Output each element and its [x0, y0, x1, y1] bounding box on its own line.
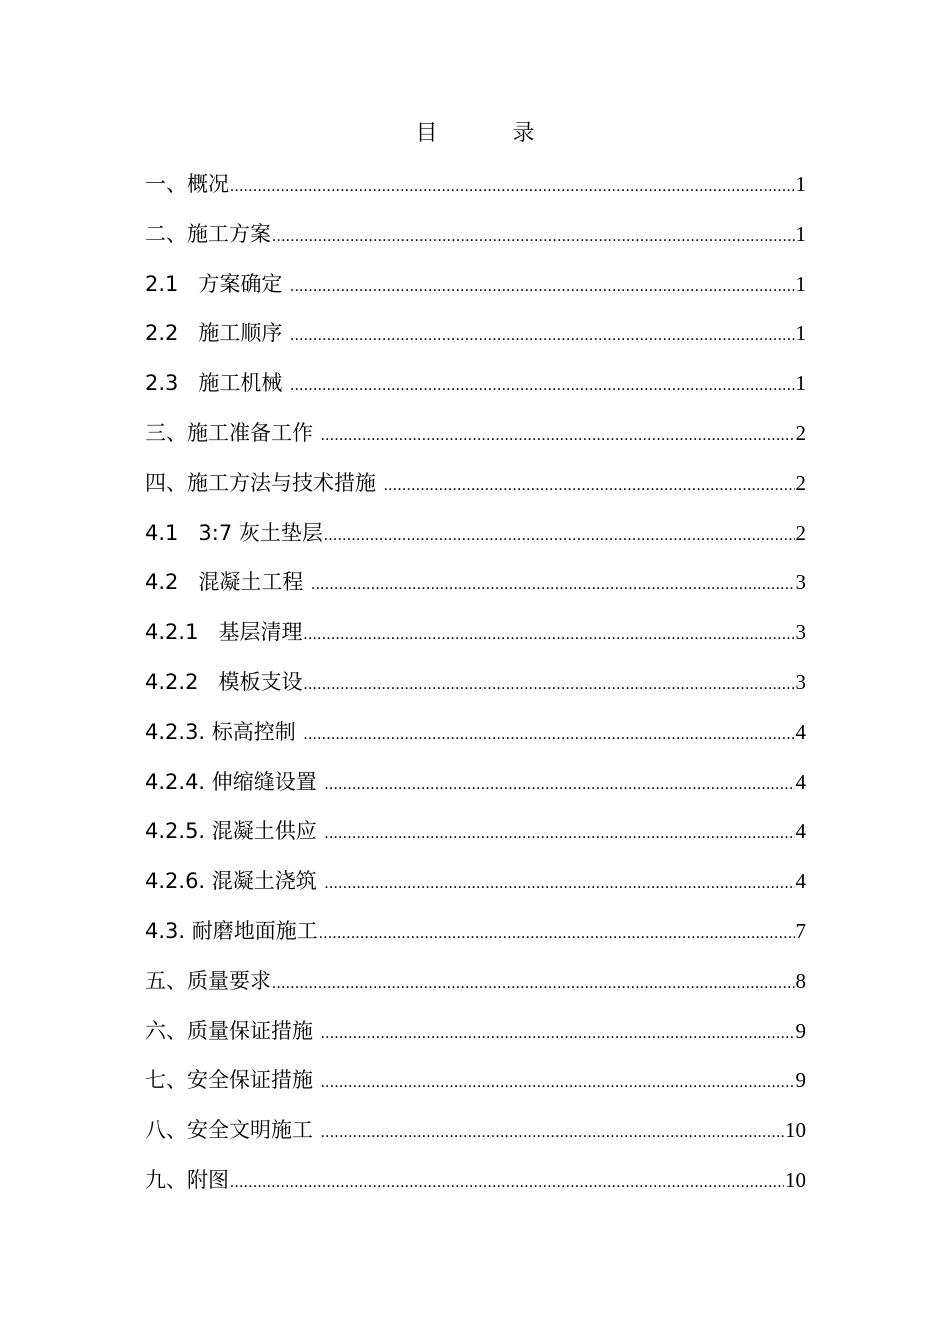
toc-dot-leader — [319, 918, 795, 950]
toc-entry-page-number: 4 — [795, 869, 806, 894]
toc-entry-page-number: 1 — [795, 271, 806, 296]
toc-title: 目 录 — [415, 121, 569, 146]
toc-entry[interactable] — [145, 268, 806, 318]
toc-dot-leader — [272, 968, 795, 1000]
toc-dot-leader — [321, 1117, 784, 1149]
toc-entry-label: 2.1 方案确定 — [145, 271, 290, 296]
toc-entry[interactable] — [145, 1164, 806, 1214]
toc-entry-label: 八、安全文明施工 — [145, 1118, 320, 1143]
toc-dot-leader — [272, 221, 795, 253]
toc-entry-label: 2.3 施工机械 — [145, 371, 290, 396]
toc-entry-label: 九、附图 — [145, 1167, 229, 1192]
toc-entry[interactable] — [145, 815, 806, 865]
toc-entry-page-number: 1 — [795, 321, 806, 346]
toc-entry-label: 一、概况 — [145, 172, 229, 196]
toc-dot-leader — [321, 420, 795, 452]
toc-entry-page-number: 9 — [795, 1068, 806, 1093]
toc-entry[interactable] — [145, 168, 806, 218]
toc-entry-page-number: 4 — [795, 819, 806, 844]
toc-entry-page-number: 8 — [795, 968, 806, 993]
toc-dot-leader — [321, 1067, 795, 1099]
toc-entry[interactable] — [145, 467, 806, 517]
toc-entry-page-number: 3 — [795, 620, 806, 645]
toc-entry[interactable] — [145, 317, 806, 367]
toc-dot-leader — [321, 1018, 795, 1050]
toc-entry-page-number: 2 — [795, 520, 806, 545]
toc-entry-page-number: 2 — [795, 420, 806, 445]
toc-entry[interactable] — [145, 666, 806, 716]
toc-entry[interactable] — [145, 566, 806, 616]
toc-entry-page-number: 1 — [795, 221, 806, 246]
toc-entry-page-number: 10 — [785, 1167, 806, 1192]
toc-entry-label: 4.2 混凝土工程 — [145, 570, 311, 595]
toc-entry-page-number: 2 — [795, 470, 806, 495]
toc-entry[interactable] — [145, 766, 806, 816]
toc-entry-page-number: 9 — [795, 1018, 806, 1043]
toc-entry-label: 4.2.4. 伸缩缝设置 — [145, 769, 324, 794]
toc-entry[interactable] — [145, 1114, 806, 1164]
toc-dot-leader — [324, 520, 795, 552]
toc-entry-label: 三、施工准备工作 — [145, 420, 320, 445]
toc-dot-leader — [324, 769, 794, 801]
toc-entry-label: 4.3. 耐磨地面施工 — [145, 918, 318, 943]
toc-entry[interactable] — [145, 218, 806, 268]
toc-dot-leader — [324, 818, 794, 850]
toc-dot-leader — [311, 569, 794, 601]
toc-entry-page-number: 7 — [795, 918, 806, 943]
toc-entry-label: 五、质量要求 — [145, 968, 271, 993]
toc-entry[interactable] — [145, 1064, 806, 1114]
toc-entry[interactable] — [145, 616, 806, 666]
toc-entry-page-number: 3 — [795, 669, 806, 694]
toc-dot-leader — [290, 370, 794, 402]
toc-entry[interactable] — [145, 965, 806, 1015]
toc-entry-page-number: 4 — [795, 719, 806, 744]
toc-dot-leader — [290, 320, 794, 352]
toc-entry[interactable] — [145, 367, 806, 417]
toc-entry-label: 七、安全保证措施 — [145, 1068, 320, 1093]
toc-entry[interactable] — [145, 865, 806, 915]
toc-entry-label: 4.1 3:7 灰土垫层 — [145, 520, 323, 545]
toc-entry-label: 4.2.6. 混凝土浇筑 — [145, 869, 324, 894]
toc-entry[interactable] — [145, 517, 806, 567]
toc-entry[interactable] — [145, 417, 806, 467]
toc-dot-leader — [290, 271, 794, 303]
toc-dot-leader — [324, 868, 794, 900]
toc-entry-label: 二、施工方案 — [145, 221, 271, 246]
toc-entry-page-number: 4 — [795, 769, 806, 794]
toc-entry-label: 四、施工方法与技术措施 — [145, 470, 383, 495]
toc-entry-page-number: 10 — [785, 1118, 806, 1143]
toc-dot-leader — [384, 470, 795, 502]
toc-entry[interactable] — [145, 915, 806, 965]
toc-entry-page-number: 1 — [795, 172, 806, 196]
toc-entry-label: 六、质量保证措施 — [145, 1018, 320, 1043]
toc-entry-page-number: 1 — [795, 371, 806, 396]
toc-dot-leader — [303, 619, 794, 651]
toc-dot-leader — [230, 1167, 784, 1199]
toc-entry-label: 4.2.2 模板支设 — [145, 669, 303, 694]
toc-dot-leader — [230, 171, 795, 203]
toc-entry-label: 4.2.5. 混凝土供应 — [145, 819, 324, 844]
toc-entry-page-number: 3 — [795, 570, 806, 595]
toc-entry-label: 2.2 施工顺序 — [145, 321, 290, 346]
toc-entry[interactable] — [145, 1015, 806, 1065]
toc-entry[interactable] — [145, 716, 806, 766]
toc-dot-leader — [303, 719, 794, 751]
toc-entry-label: 4.2.1 基层清理 — [145, 620, 303, 645]
toc-list — [145, 168, 806, 1214]
toc-entry-label: 4.2.3. 标高控制 — [145, 719, 303, 744]
toc-dot-leader — [303, 669, 794, 701]
